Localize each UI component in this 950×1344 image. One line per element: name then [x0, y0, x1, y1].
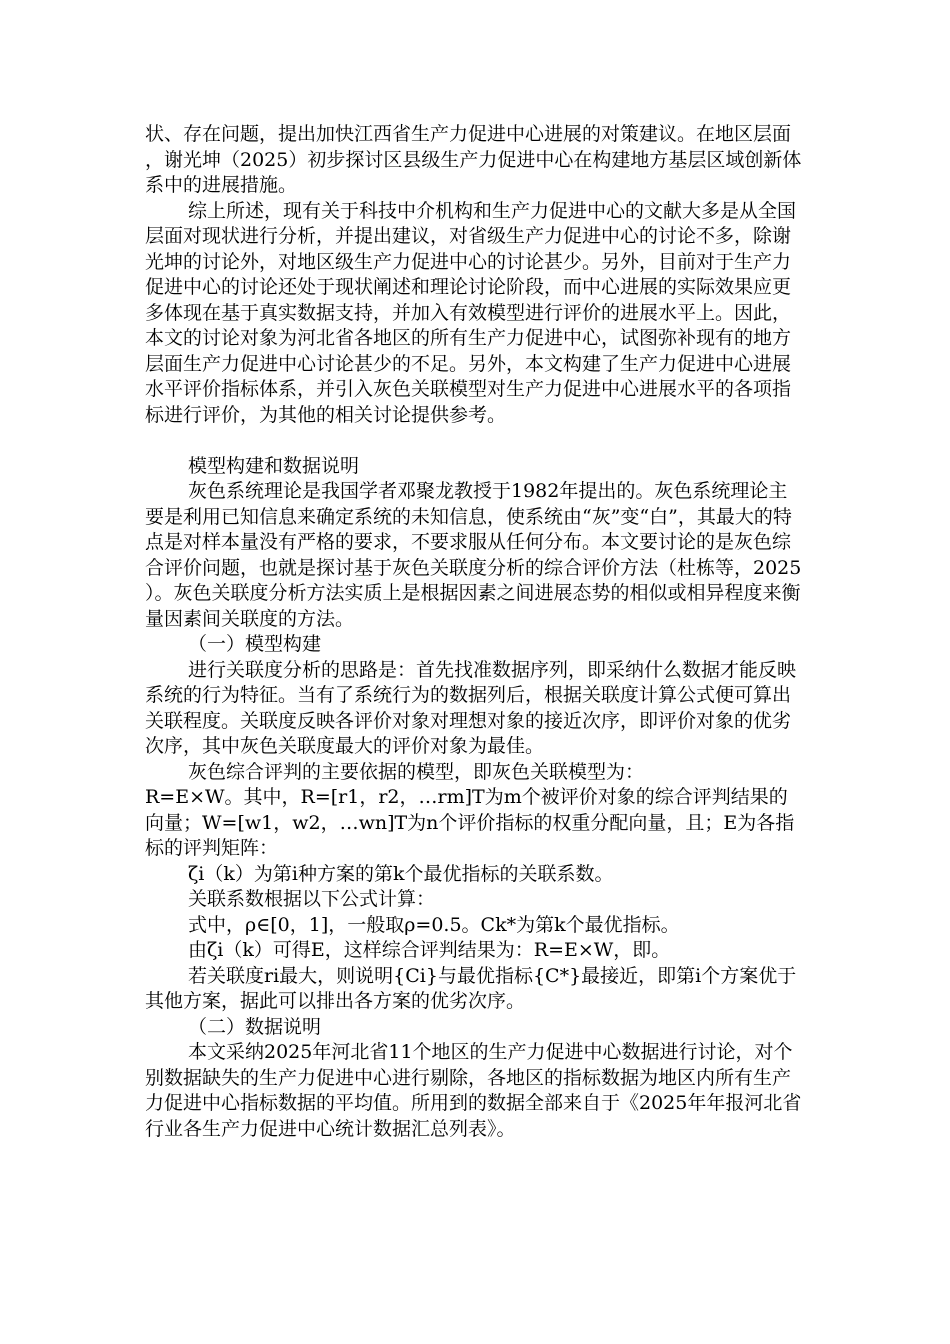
paragraph-coefficient-formula: 关联系数根据以下公式计算： [188, 888, 436, 910]
paragraph-model-formula: R=E×W。其中，R=[r1，r2，…rm]T为m个被评价对象的综合评判结果的向量；W=[w1，w2，…wn]T为n个评价指标的权重分配向量，且；E为各指标的评判矩阵： [145, 786, 795, 859]
subheading-model-construction: （一）模型构建 [188, 633, 322, 655]
paragraph-correlation-approach: 进行关联度分析的思路是：首先找准数据序列，即采纳什么数据才能反映系统的行为特征。当有了系统行为的数据列后，根据关联度计算公式便可算出关联程度。关联度反映各评价对象对理想对象的接近次序，即评价对象的优劣次序，其中灰色关联度最大的评价对象为最佳。 [145, 658, 797, 757]
document-page [145, 122, 803, 1142]
paragraph-rho-definition: 式中，ρ∈[0，1]，一般取ρ=0.5。Ck*为第k个最优指标。 [188, 913, 680, 936]
paragraph-grey-theory: 灰色系统理论是我国学者邓聚龙教授于1982年提出的。灰色系统理论主要是利用已知信息来确定系统的未知信息，使系统由“灰”变“白”，其最大的特点是对样本量没有严格的要求，不要求服从任何分布。本文要讨论的是灰色综合评价问题，也就是探讨基于灰色关联度分析的综合评价方法（杜栋等，2025）。灰色关联度分析方法实质上是根据因素之间进展态势的相似或相异程度来衡量因素间关联度的方法。 [145, 480, 802, 630]
paragraph-correlation-coefficient: ζi（k）为第i种方案的第k个最优指标的关联系数。 [188, 862, 614, 885]
section-heading-model-data: 模型构建和数据说明 [188, 454, 360, 477]
paragraph-evaluation-result: 由ζi（k）可得E，这样综合评判结果为：R=E×W，即。 [188, 939, 671, 961]
paragraph-evaluation-model: 灰色综合评判的主要依据的模型，即灰色关联模型为： [188, 760, 645, 783]
paragraph-ranking: 若关联度ri最大，则说明{Ci}与最优指标{C*}最接近，即第i个方案优于其他方案，据此可以排出各方案的优劣次序。 [145, 964, 797, 1012]
paragraph-intro-continued: 状、存在问题，提出加快江西省生产力促进中心进展的对策建议。在地区层面，谢光坤（2025）初步探讨区县级生产力促进中心在构建地方基层区域创新体系中的进展措施。 [145, 123, 802, 196]
subheading-data-description: （二）数据说明 [188, 1015, 322, 1038]
paragraph-literature-summary: 综上所述，现有关于科技中介机构和生产力促进中心的文献大多是从全国层面对现状进行分析，并提出建议，对省级生产力促进中心的讨论不多，除谢光坤的讨论外，对地区级生产力促进中心的讨论甚少。另外，目前对于生产力促进中心的讨论还处于现状阐述和理论讨论阶段，而中心进展的实际效果应更多体现在基于真实数据支持，并加入有效模型进行评价的进展水平上。因此，本文的讨论对象为河北省各地区的所有生产力促进中心，试图弥补现有的地方层面生产力促进中心讨论甚少的不足。另外，本文构建了生产力促进中心进展水平评价指标体系，并引入灰色关联模型对生产力促进中心进展水平的各项指标进行评价，为其他的相关讨论提供参考。 [145, 199, 797, 426]
paragraph-data-source: 本文采纳2025年河北省11个地区的生产力促进中心数据进行讨论，对个别数据缺失的生产力促进中心进行剔除，各地区的指标数据为地区内所有生产力促进中心指标数据的平均值。所用到的数据全部来自于《2025年年报河北省行业各生产力促进中心统计数据汇总列表》。 [145, 1041, 802, 1140]
blank-line [145, 428, 803, 454]
